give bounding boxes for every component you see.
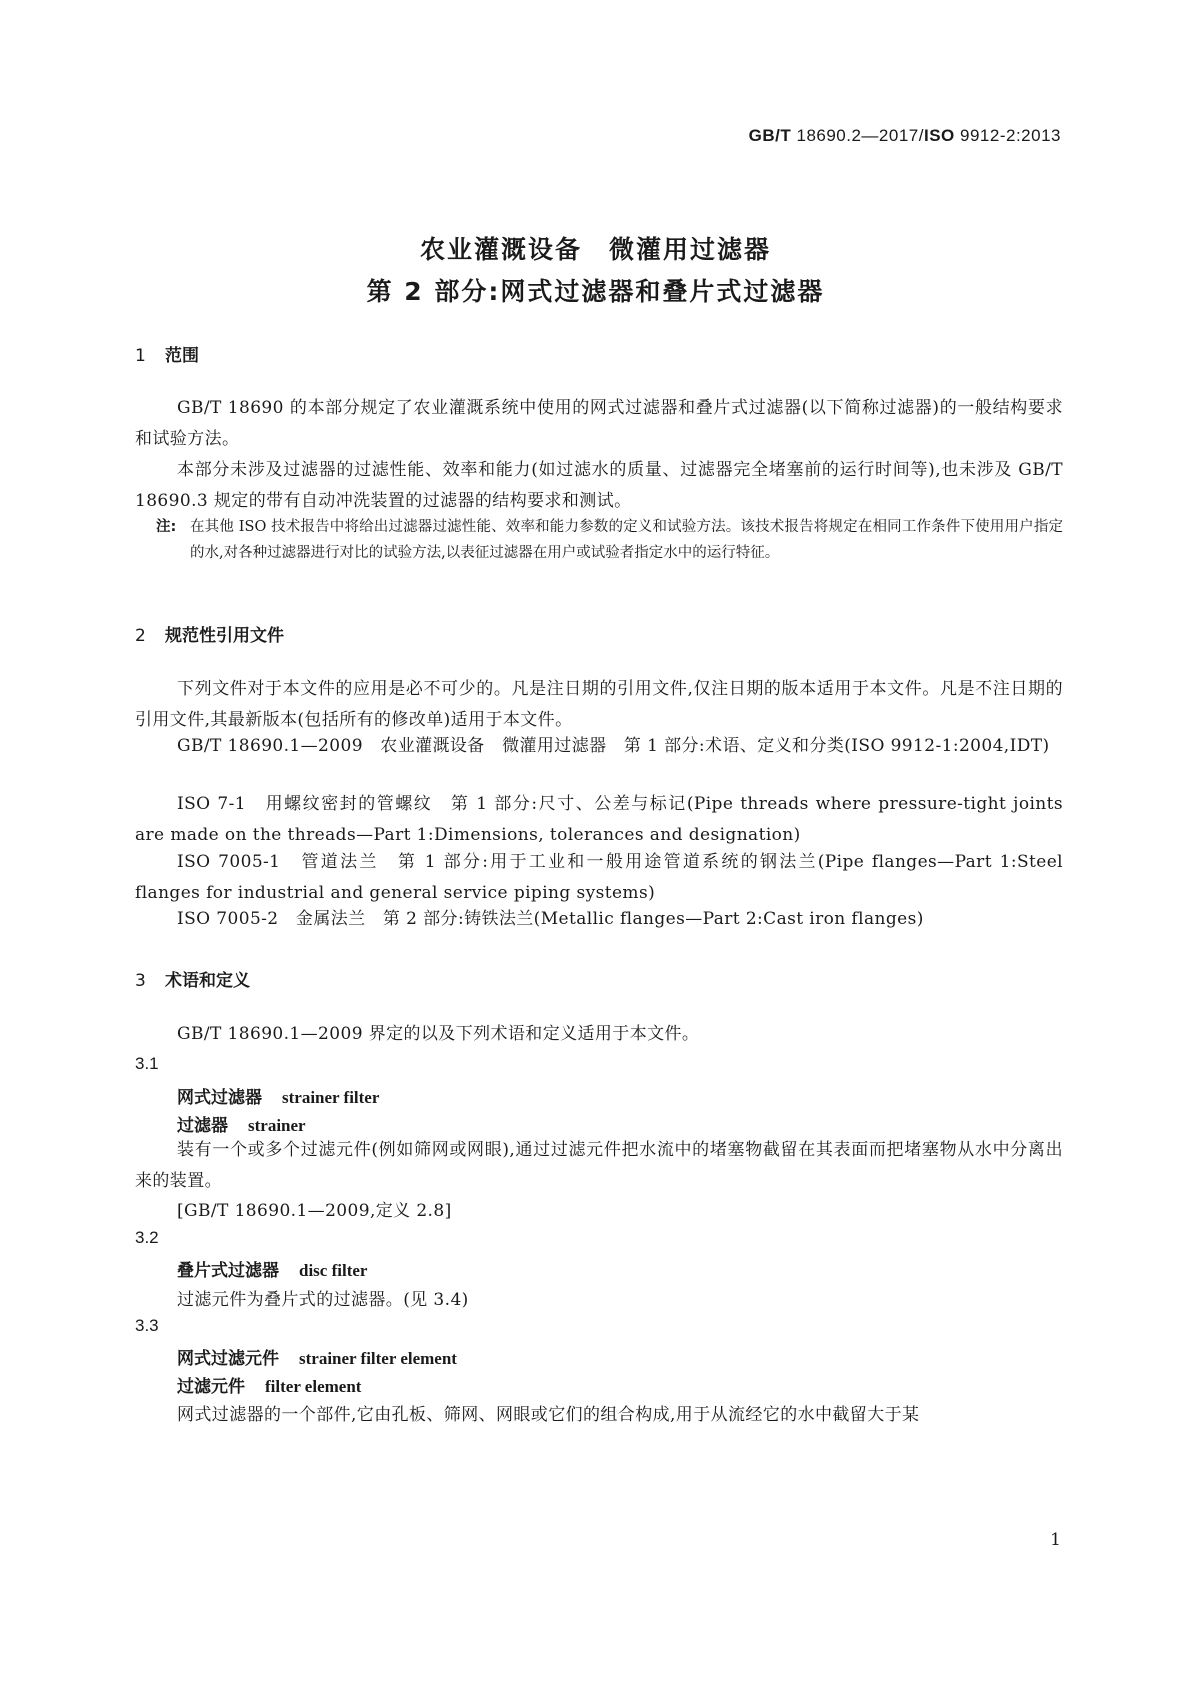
std-code-gbt: GB/T (748, 126, 792, 145)
term-preferred (177, 1256, 367, 1281)
section-title: 范围 (165, 346, 199, 366)
document-title-line2: 第 2 部分:网式过滤器和叠片式过滤器 (366, 277, 825, 306)
scope-paragraph-2: 本部分未涉及过滤器的过滤性能、效率和能力(如过滤水的质量、过滤器完全堵塞前的运行时间等),也未涉及 GB/T 18690.3 规定的带有自动冲洗装置的过滤器的结构要求和测试。 (135, 460, 1063, 511)
note-label: 注: (156, 519, 177, 535)
section-1-heading (135, 341, 199, 366)
ref-item: ISO 7005-1 管道法兰 第 1 部分:用于工业和一般用途管道系统的钢法兰(Pipe flanges—Part 1:Steel flanges for industrial and general service piping systems) (135, 852, 1063, 903)
term-number: 3.2 (135, 1228, 159, 1247)
section-title: 术语和定义 (165, 971, 250, 991)
section-3-heading (135, 966, 250, 991)
term-preferred (177, 1083, 379, 1108)
term-en: disc filter (299, 1261, 368, 1280)
std-code-iso-number: 9912-2:2013 (960, 126, 1061, 145)
terms-intro: GB/T 18690.1—2009 界定的以及下列术语和定义适用于本文件。 (177, 1024, 700, 1044)
document-title-line1: 农业灌溉设备 微灌用过滤器 (419, 235, 771, 264)
term-definition: 装有一个或多个过滤元件(例如筛网或网眼),通过过滤元件把水流中的堵塞物截留在其表面而把堵塞物从水中分离出来的装置。 (135, 1140, 1063, 1191)
term-definition: 过滤元件为叠片式的过滤器。(见 3.4) (177, 1290, 469, 1310)
term-admitted (177, 1372, 361, 1397)
term-en: filter element (265, 1377, 362, 1396)
term-zh: 叠片式过滤器 (177, 1261, 279, 1281)
term-admitted (177, 1111, 306, 1136)
term-zh: 网式过滤元件 (177, 1349, 279, 1369)
ref-item: ISO 7-1 用螺纹密封的管螺纹 第 1 部分:尺寸、公差与标记(Pipe threads where pressure-tight joints are made on the threads—Part 1:Dimensions, tolerances and designation) (135, 794, 1063, 845)
term-number: 3.1 (135, 1054, 159, 1073)
std-code-iso: ISO (923, 126, 955, 145)
term-zh: 过滤元件 (177, 1377, 245, 1397)
std-code-number: 18690.2—2017/ (796, 126, 924, 145)
term-definition: 网式过滤器的一个部件,它由孔板、筛网、网眼或它们的组合构成,用于从流经它的水中截留大于某 (177, 1405, 920, 1425)
scope-note (156, 514, 1063, 566)
standard-code (749, 126, 1061, 146)
term-en: strainer filter element (299, 1349, 457, 1368)
section-number: 2 (135, 626, 146, 646)
note-text: 在其他 ISO 技术报告中将给出过滤器过滤性能、效率和能力参数的定义和试验方法。该技术报告将规定在相同工作条件下使用用户指定的水,对各种过滤器进行对比的试验方法,以表征过滤器在用户或试验者指定水中的运行特征。 (190, 519, 1063, 561)
term-en: strainer (248, 1116, 306, 1135)
page-number: 1 (1050, 1530, 1061, 1550)
term-preferred (177, 1344, 457, 1369)
term-en: strainer filter (282, 1088, 380, 1107)
term-source: [GB/T 18690.1—2009,定义 2.8] (177, 1201, 452, 1221)
ref-item: GB/T 18690.1—2009 农业灌溉设备 微灌用过滤器 第 1 部分:术语、定义和分类(ISO 9912-1:2004,IDT) (177, 736, 1050, 756)
section-number: 1 (135, 346, 146, 366)
term-zh: 过滤器 (177, 1116, 228, 1136)
refs-intro: 下列文件对于本文件的应用是必不可少的。凡是注日期的引用文件,仅注日期的版本适用于本文件。凡是不注日期的引用文件,其最新版本(包括所有的修改单)适用于本文件。 (135, 679, 1063, 730)
section-2-heading (135, 621, 284, 646)
term-number: 3.3 (135, 1316, 159, 1335)
ref-item: ISO 7005-2 金属法兰 第 2 部分:铸铁法兰(Metallic flanges—Part 2:Cast iron flanges) (177, 909, 924, 929)
section-number: 3 (135, 971, 146, 991)
scope-paragraph-1: GB/T 18690 的本部分规定了农业灌溉系统中使用的网式过滤器和叠片式过滤器(以下简称过滤器)的一般结构要求和试验方法。 (135, 398, 1063, 449)
section-title: 规范性引用文件 (165, 626, 284, 646)
term-zh: 网式过滤器 (177, 1088, 262, 1108)
